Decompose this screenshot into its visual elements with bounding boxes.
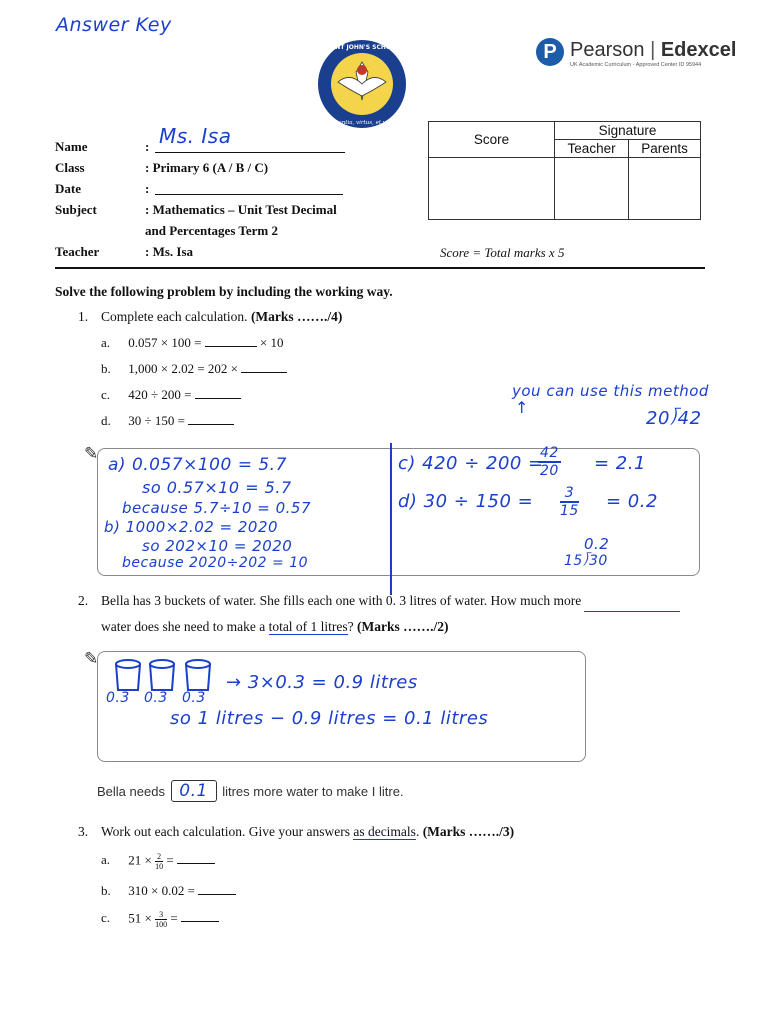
date-underline: [155, 194, 343, 195]
logo-ring-text: SAINT JOHN'S SCHOOL: [324, 44, 400, 51]
q1-work-a3: because 5.7÷10 = 0.57: [122, 499, 312, 517]
logo-motto-text: scientia, virtus, et vita: [330, 120, 394, 126]
q1-work-b3: because 2020÷202 = 10: [122, 555, 309, 571]
q1-number: 1.: [78, 309, 89, 324]
score-table: [428, 121, 701, 220]
q1-text-line: [101, 309, 342, 325]
q3-item-c: c. 51 × $\frac{3}{100}$ =: [101, 910, 219, 929]
q1-work-d-result: = 0.2: [606, 491, 658, 512]
q1-work-c-lead: c) 420 ÷ 200 =: [398, 453, 544, 474]
q1a-blank[interactable]: [205, 336, 257, 347]
q1-work-b2: so 202×10 = 2020: [142, 537, 293, 555]
q2-marks: (Marks ……./2): [357, 619, 449, 634]
q2-answer-line: [97, 780, 404, 802]
q1-work-a2: so 0.57×10 = 5.7: [142, 478, 292, 497]
bucket-icons: [112, 658, 224, 694]
q3a-fraction: $\frac{2}{10}$: [155, 852, 164, 871]
q2-text-line1: Bella has 3 buckets of water. She fills each one with 0. 3 litres of water. How much more: [101, 593, 582, 608]
teacher-value: : Ms. Isa: [145, 244, 194, 259]
name-label: Name: [55, 139, 88, 154]
q1-work-divider: [390, 443, 392, 595]
subject-value-line2: and Percentages Term 2: [145, 223, 278, 238]
q1-work-d-fraction: 3 15: [560, 485, 579, 519]
q1-note-arrow: ↑: [515, 398, 529, 417]
teacher-label: Teacher: [55, 244, 100, 259]
teacher-header: Teacher: [555, 140, 629, 158]
q2-answer-suffix: litres more water to make I litre.: [222, 784, 404, 799]
class-label: Class: [55, 160, 85, 175]
name-handwritten: Ms. Isa: [159, 124, 232, 148]
q1-work-c-fraction: 42 20: [540, 445, 559, 479]
q2-number: 2.: [78, 593, 89, 608]
q3-item-b: b. 310 × 0.02 =: [101, 883, 236, 899]
pearson-brand: Pearson: [570, 39, 645, 61]
q2-answer-value: 0.1: [179, 781, 208, 801]
q3-number: 3.: [78, 824, 89, 839]
q3-decimals-phrase: as decimals: [353, 824, 416, 839]
subject-label: Subject: [55, 202, 97, 217]
pearson-logo: P Pearson | Edexcel UK Academic Curriculum - Approved Center ID 95944: [536, 36, 746, 76]
pearson-p-icon: P: [536, 38, 564, 66]
q1-work-b1: b) 1000×2.02 = 2020: [104, 518, 279, 536]
q1-method-note: you can use this method: [512, 382, 709, 400]
teacher-signature-cell[interactable]: [555, 158, 629, 220]
score-formula: Score = Total marks x 5: [440, 245, 565, 260]
q3-marks: (Marks ……./3): [422, 824, 515, 839]
q1b-blank[interactable]: [241, 362, 287, 373]
q2-text-line2: water does she need to make a total of 1 litres? (Marks ……./2): [101, 619, 449, 634]
name-value: :: [145, 139, 150, 154]
q1-work-d-longdiv: 15⟌30: [564, 553, 608, 569]
q2-work-1: → 3×0.3 = 0.9 litres: [226, 672, 418, 693]
q3c-blank[interactable]: [181, 911, 219, 922]
q2-underline-how-much-more: [584, 611, 680, 612]
q3c-fraction: $\frac{3}{100}$: [155, 910, 168, 929]
q1-text: Complete each calculation.: [101, 309, 248, 324]
bucket-label-3: 0.3: [182, 690, 206, 706]
parents-header: Parents: [629, 140, 701, 158]
q2-answer-box[interactable]: [97, 651, 586, 762]
edexcel-brand: Edexcel: [660, 39, 737, 61]
q3-item-a: a. 21 × $\frac{2}{10}$ =: [101, 852, 215, 871]
header-divider: [55, 267, 705, 269]
signature-header: Signature: [555, 122, 701, 140]
q1-item-c: c. 420 ÷ 200 =: [101, 387, 241, 403]
q1-item-d: d. 30 ÷ 150 =: [101, 413, 234, 429]
bucket-icon: [186, 660, 210, 668]
q2-answer-box-inline[interactable]: [171, 780, 217, 802]
q1c-blank[interactable]: [195, 388, 241, 399]
bucket-label-1: 0.3: [106, 690, 130, 706]
q1-work-d-longdiv-quotient: 0.2: [584, 535, 610, 553]
q1-answer-box[interactable]: [97, 445, 700, 576]
q3b-blank[interactable]: [198, 884, 236, 895]
q2-total-phrase: total of 1 litres: [268, 619, 348, 634]
date-value: :: [145, 181, 150, 196]
q1d-blank[interactable]: [188, 414, 234, 425]
pearson-tagline: UK Academic Curriculum - Approved Center ID 95944: [570, 62, 702, 68]
q1-item-a: a. 0.057 × 100 = × 10: [101, 335, 284, 350]
q1-work-d-lead: d) 30 ÷ 150 =: [398, 491, 534, 512]
q3-text-line: Work out each calculation. Give your answers as decimals. (Marks ……./3): [101, 824, 515, 839]
q1-work-c-result: = 2.1: [594, 453, 646, 474]
bucket-icon: [116, 660, 140, 668]
q1-work-a1: a) 0.057×100 = 5.7: [108, 455, 287, 475]
date-label: Date: [55, 181, 81, 196]
pencil-icon: ✎: [84, 444, 99, 464]
instruction-text: Solve the following problem by including the working way.: [55, 284, 393, 299]
q2-answer-prefix: Bella needs: [97, 784, 165, 799]
q1-marks: (Marks ……./4): [250, 309, 343, 324]
q1-method-example: 20⟌42: [646, 408, 702, 429]
parents-signature-cell[interactable]: [629, 158, 701, 220]
class-value: : Primary 6 (A / B / C): [145, 160, 269, 175]
pencil-icon: ✎: [84, 649, 99, 669]
q3a-blank[interactable]: [177, 853, 215, 864]
bucket-icon: [150, 660, 174, 668]
score-header: Score: [429, 122, 555, 158]
bucket-label-2: 0.3: [144, 690, 168, 706]
subject-value: : Mathematics – Unit Test Decimal: [145, 202, 337, 217]
q1-item-b: b. 1,000 × 2.02 = 202 ×: [101, 361, 287, 377]
name-underline: [155, 152, 345, 153]
school-logo: [316, 38, 408, 130]
q2-work-2: so 1 litres − 0.9 litres = 0.1 litres: [170, 708, 489, 729]
score-cell[interactable]: [429, 158, 555, 220]
school-crest-icon: [316, 38, 408, 130]
answer-key-label: Answer Key: [56, 14, 172, 36]
